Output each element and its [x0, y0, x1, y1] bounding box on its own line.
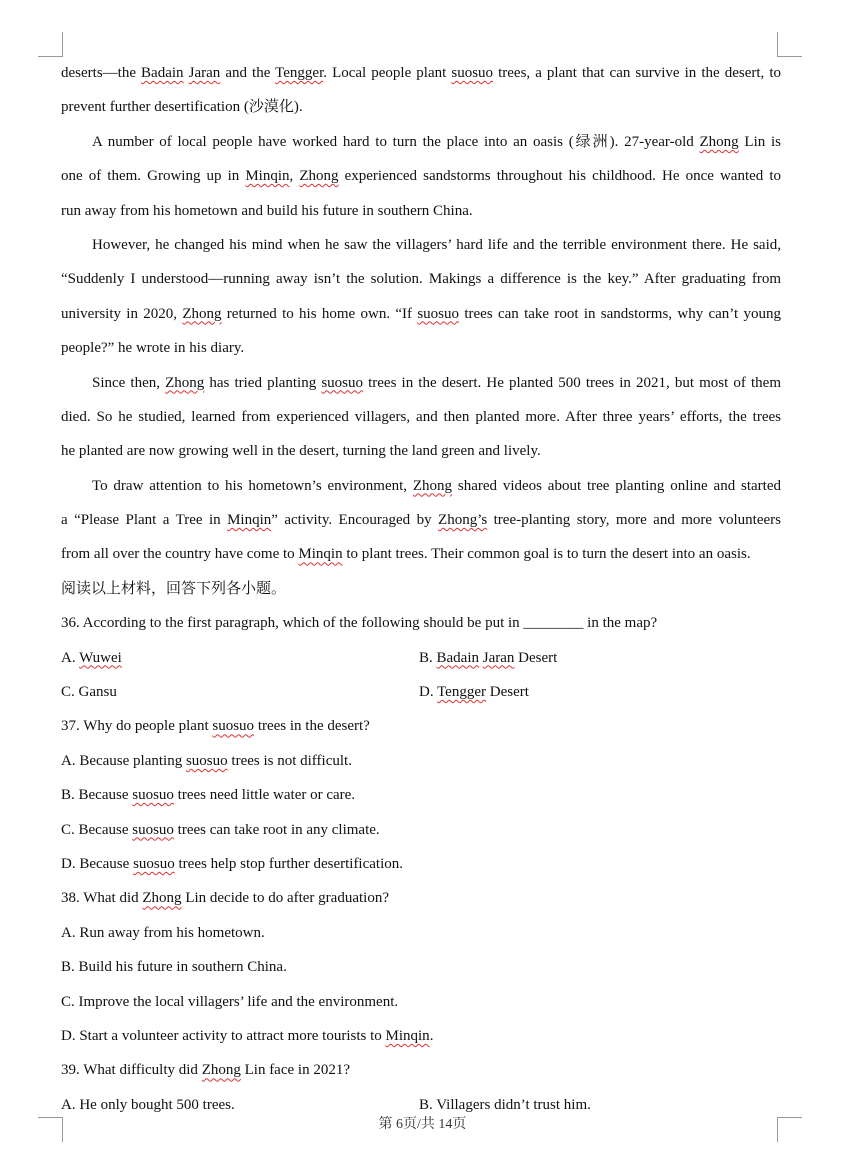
- passage-line: [61, 56, 781, 90]
- passage-line: he planted are now growing well in the desert, turning the land green and lively.: [61, 443, 541, 460]
- text-span: deserts—the: [61, 65, 142, 81]
- crop-mark-top-right: [777, 32, 802, 57]
- question-38-stem: [61, 881, 781, 915]
- text-span: To draw attention to his hometown’s environment,: [92, 477, 413, 494]
- passage-line: [61, 537, 781, 571]
- text-span: trees in the desert. He planted 500 trees in 2021, but most of them: [363, 374, 781, 391]
- spell-flagged-word: Zhong: [182, 305, 222, 322]
- spell-flagged-word: Zhong’s: [438, 512, 488, 529]
- text-span: trees need little water or care.: [173, 787, 356, 804]
- text-span: Lin face in 2021?: [240, 1062, 350, 1079]
- text-span: Desert: [514, 649, 558, 666]
- question-36-stem: 36. According to the first paragraph, which of the following should be put in ________ in the map?: [61, 615, 658, 632]
- spell-flagged-word: suosuo: [417, 305, 460, 322]
- spell-flagged-word: suosuo: [132, 821, 174, 838]
- text-span: ” activity. Encouraged by: [271, 512, 439, 529]
- spell-flagged-word: suosuo: [451, 65, 494, 81]
- question-37-stem: [61, 709, 781, 743]
- spell-flagged-word: Badain: [436, 649, 480, 666]
- text-span: . Local people plant: [323, 65, 452, 81]
- option-38-a: A. Run away from his hometown.: [61, 924, 265, 941]
- spell-flagged-word: Zhong: [142, 890, 182, 907]
- text-span: trees in the desert?: [254, 718, 370, 735]
- option-39-b: B. Villagers didn’t trust him.: [419, 1096, 591, 1113]
- spell-flagged-word: suosuo: [321, 374, 364, 391]
- text-span: university in 2020,: [61, 305, 183, 322]
- text-span: tree-planting story, more and more volunteers: [487, 512, 781, 529]
- passage-line: prevent further desertification (沙漠化).: [61, 99, 303, 116]
- spell-flagged-word: Minqin: [227, 512, 272, 529]
- spell-flagged-word: Minqin: [298, 546, 343, 563]
- text-span: D.: [419, 684, 438, 701]
- text-span: .: [429, 1027, 434, 1044]
- spell-flagged-word: Zhong: [699, 133, 739, 150]
- spell-flagged-word: Minqin: [385, 1027, 430, 1044]
- text-span: B. Because: [61, 787, 133, 804]
- spell-flagged-word: Wuwei: [79, 649, 122, 666]
- text-span: trees can take root in sandstorms, why can’t young: [459, 305, 782, 322]
- spell-flagged-word: suosuo: [185, 752, 228, 769]
- text-span: from all over the country have come to: [61, 546, 299, 563]
- question-36-options-row: [61, 641, 781, 675]
- option-36-c: C. Gansu: [61, 684, 117, 701]
- passage-line: [61, 503, 781, 537]
- text-span: A number of local people have worked hard to turn the place into an oasis (绿洲). 27-year-old: [92, 133, 700, 150]
- text-span: Lin is: [738, 133, 781, 150]
- text-span: A. Because planting: [61, 752, 186, 769]
- text-span: Since then,: [92, 374, 166, 391]
- spell-flagged-word: Tengger: [275, 65, 324, 81]
- text-span: C. Because: [61, 821, 133, 838]
- spell-flagged-word: Zhong: [201, 1062, 241, 1079]
- page-number-footer: 第 6页/共 14页: [378, 1117, 467, 1132]
- option-37-c: [61, 813, 781, 847]
- spell-flagged-word: suosuo: [132, 787, 174, 804]
- spell-flagged-word: Zhong: [412, 477, 453, 494]
- option-37-d: [61, 847, 781, 881]
- text-span: trees, a plant that can survive in the desert, to: [493, 65, 782, 81]
- text-span: to plant trees. Their common goal is to turn the desert into an oasis.: [342, 546, 751, 563]
- text-span: trees can take root in any climate.: [173, 821, 380, 838]
- option-36-b: [419, 641, 777, 675]
- text-span: 37. Why do people plant: [61, 718, 213, 735]
- text-span: shared videos about tree planting online and started: [452, 477, 781, 494]
- option-38-b: B. Build his future in southern China.: [61, 959, 287, 976]
- spell-flagged-word: Zhong: [165, 374, 205, 391]
- text-span: 38. What did: [61, 890, 143, 907]
- spell-flagged-word: Minqin: [245, 168, 290, 185]
- text-span: experienced sandstorms throughout his childhood. He once wanted to: [338, 168, 782, 185]
- passage-line: people?” he wrote in his diary.: [61, 340, 245, 357]
- spell-flagged-word: Jaran: [482, 649, 515, 666]
- text-span: D. Because: [61, 855, 134, 872]
- spell-flagged-word: Badain: [141, 65, 184, 81]
- text-span: one of them. Growing up in: [61, 168, 246, 185]
- crop-mark-top-left: [38, 32, 63, 57]
- text-span: and the: [220, 65, 276, 81]
- text-span: B.: [419, 649, 437, 666]
- option-38-c: C. Improve the local villagers’ life and the environment.: [61, 993, 399, 1010]
- text-span: returned to his home own. “If: [221, 305, 418, 322]
- instruction: 阅读以上材料，回答下列各小题。: [61, 580, 287, 597]
- passage-line: “Suddenly I understood—running away isn’t the solution. Makings a difference is the key.” After graduating from: [61, 271, 781, 288]
- spell-flagged-word: suosuo: [212, 718, 255, 735]
- text-span: has tried planting: [204, 374, 322, 391]
- option-36-a: [61, 641, 419, 675]
- text-span: a “Please Plant a Tree in: [61, 512, 228, 529]
- passage-line: [61, 366, 781, 400]
- text-span: Lin decide to do after graduation?: [181, 890, 389, 907]
- passage-line: [61, 125, 781, 159]
- text-span: trees help stop further desertification.: [174, 855, 404, 872]
- document-body: [61, 56, 781, 1122]
- question-36-options-row: [61, 675, 781, 709]
- text-span: ,: [289, 168, 300, 185]
- option-36-d: [419, 675, 777, 709]
- text-span: 39. What difficulty did: [61, 1062, 202, 1079]
- option-37-b: [61, 778, 781, 812]
- question-39-stem: [61, 1053, 781, 1087]
- passage-line: died. So he studied, learned from experienced villagers, and then planted more. After three years’ efforts, the trees: [61, 408, 781, 425]
- text-span: D. Start a volunteer activity to attract more tourists to: [61, 1027, 386, 1044]
- passage-line: However, he changed his mind when he saw the villagers’ hard life and the terrible environment there. He said,: [92, 236, 781, 253]
- spell-flagged-word: suosuo: [133, 855, 175, 872]
- text-span: trees is not difficult.: [227, 752, 352, 769]
- spell-flagged-word: Zhong: [299, 168, 339, 185]
- spell-flagged-word: Tengger: [437, 684, 486, 701]
- option-37-a: [61, 744, 781, 778]
- spell-flagged-word: Jaran: [188, 65, 221, 81]
- passage-line: [61, 297, 781, 331]
- passage-line: run away from his hometown and build his future in southern China.: [61, 202, 473, 219]
- passage-line: [61, 469, 781, 503]
- option-38-d: [61, 1019, 781, 1053]
- passage-line: [61, 159, 781, 193]
- option-39-a: A. He only bought 500 trees.: [61, 1096, 235, 1113]
- text-span: A.: [61, 649, 80, 666]
- text-span: Desert: [486, 684, 529, 701]
